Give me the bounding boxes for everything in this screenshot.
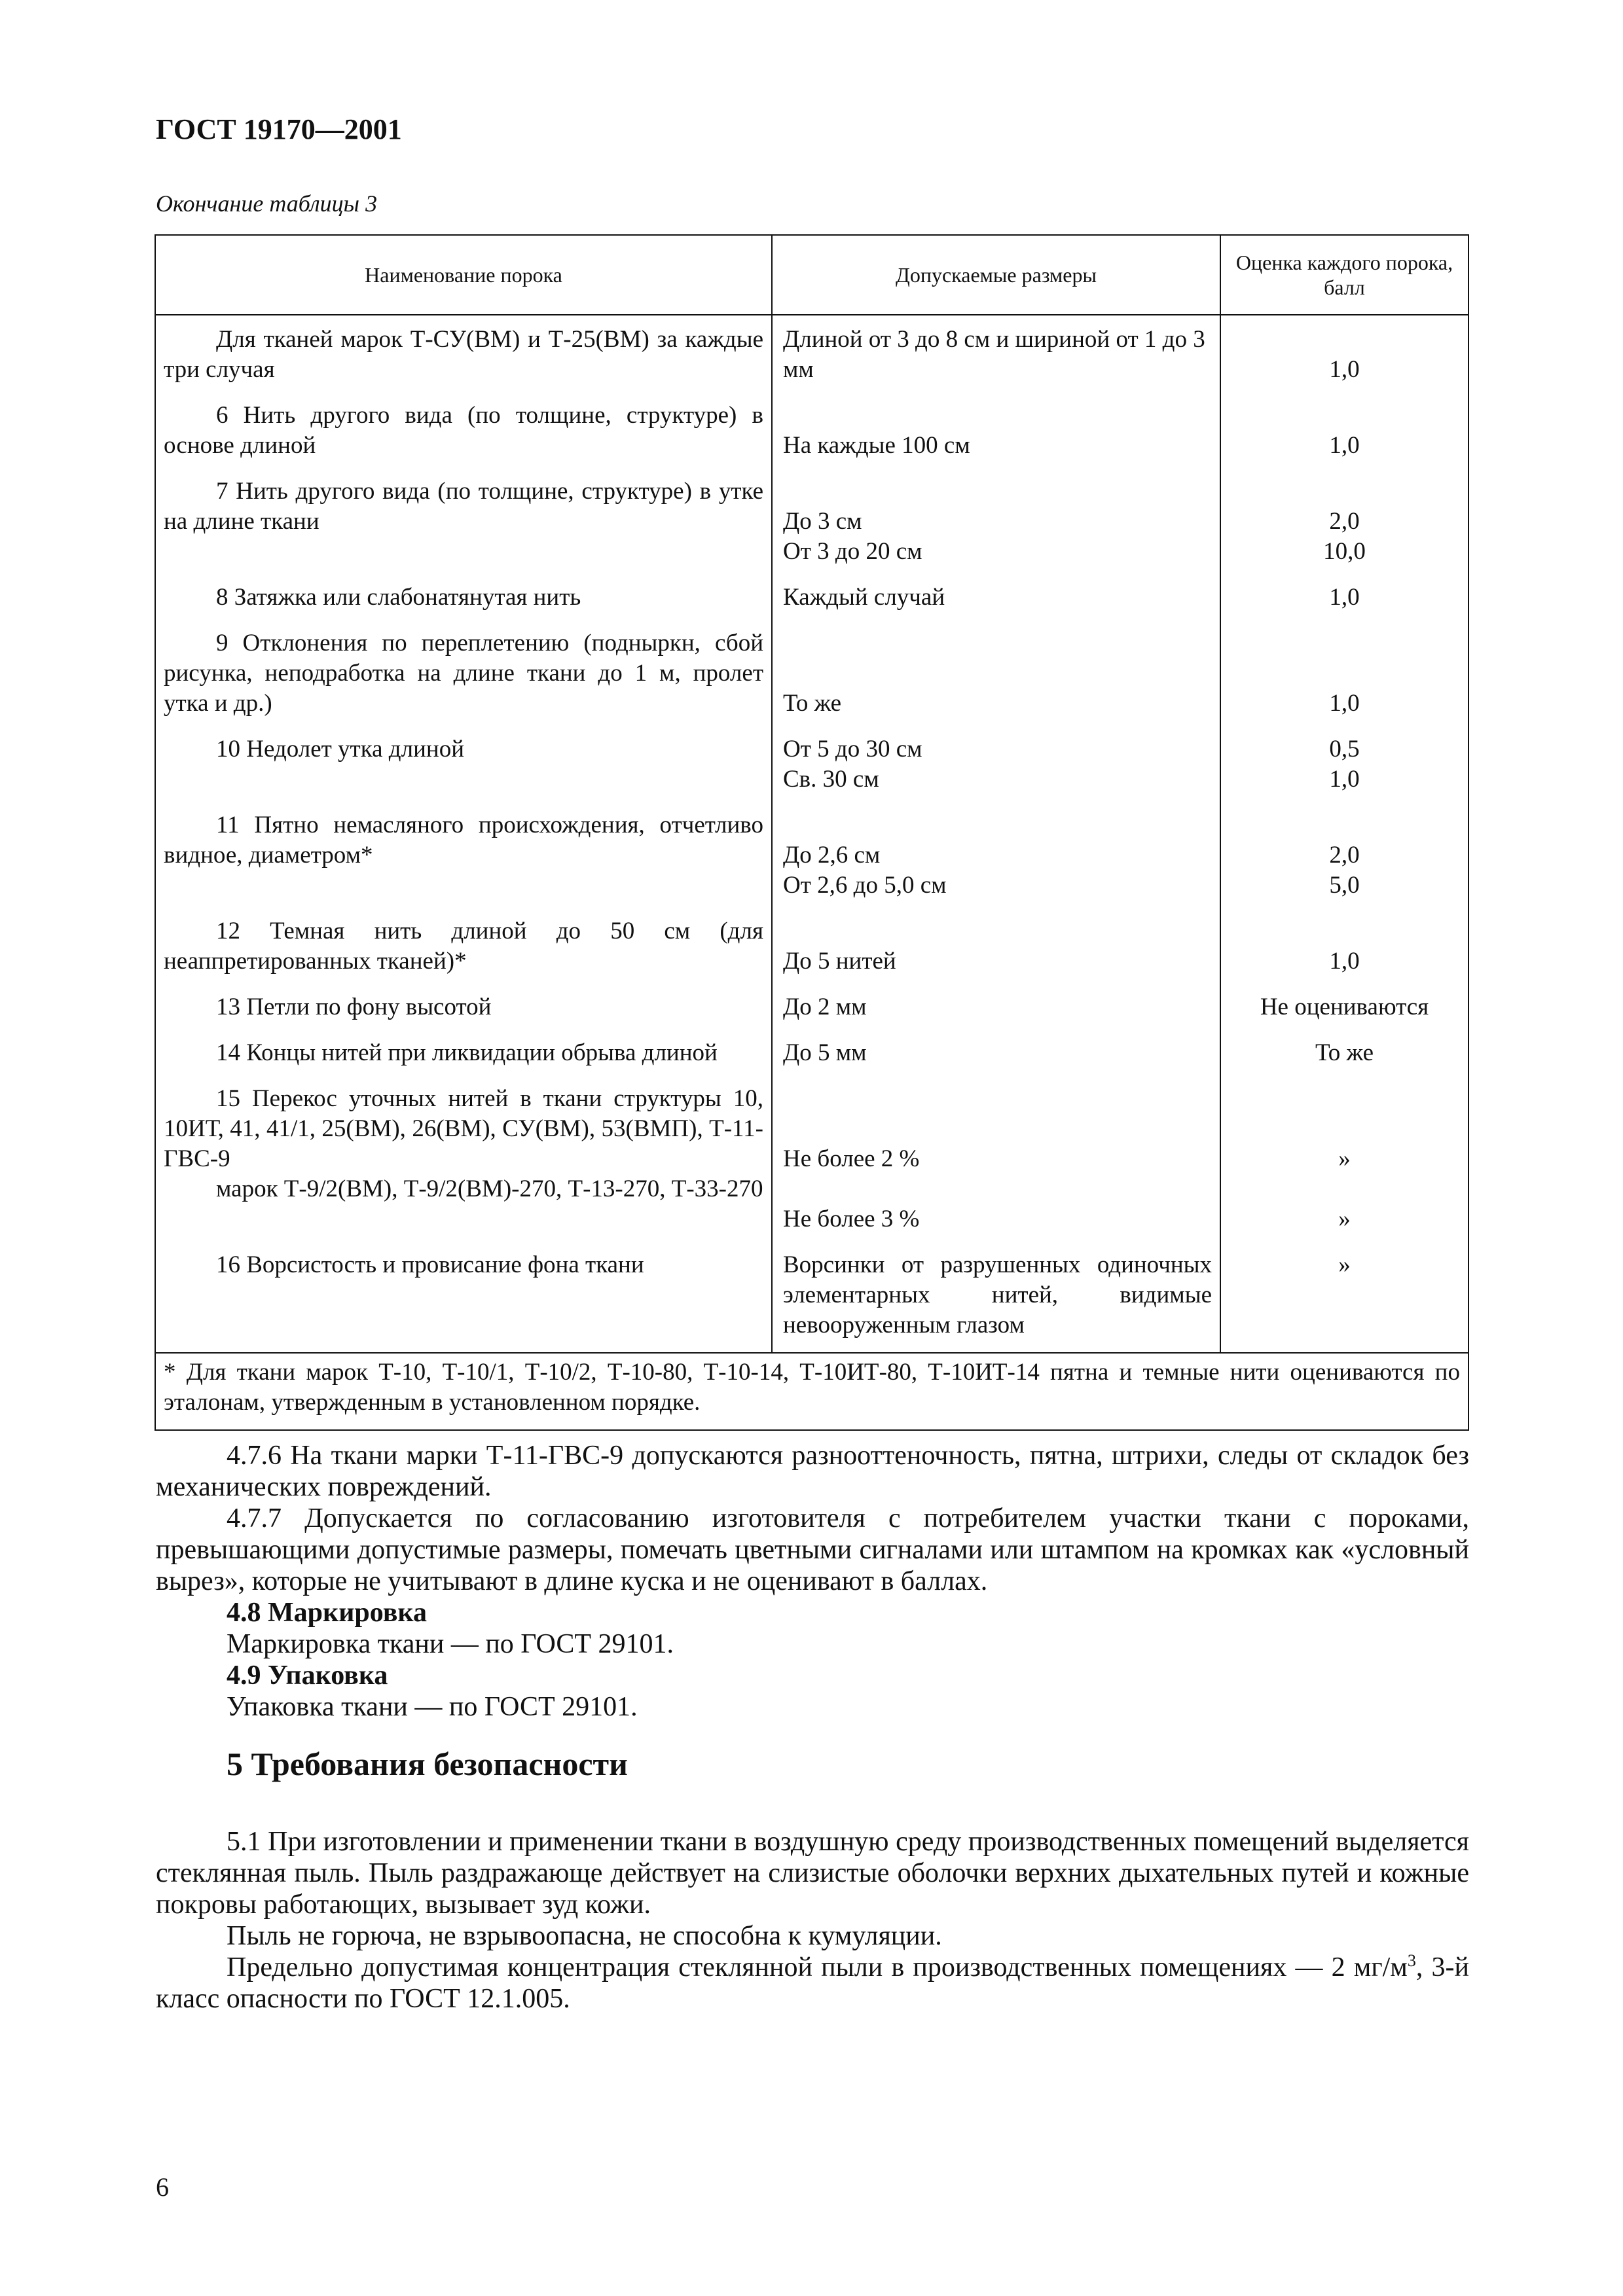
unit-exponent: 3	[1407, 1951, 1416, 1970]
paragraph-5-1-concentration	[156, 1952, 1469, 2015]
defect-name: 15 Перекос уточных нитей в ткани структуры 10, 10ИТ, 41, 41/1, 25(ВМ), 26(ВМ), СУ(ВМ), 53(ВМП), Т-11-ГВС-9	[164, 1085, 763, 1172]
allowed-size: Не более 3 %	[783, 1206, 920, 1232]
table-row	[155, 1246, 1468, 1353]
defect-name: 13 Петли по фону высотой	[155, 988, 772, 1034]
score-value: 2,0	[1329, 508, 1360, 535]
table-row	[155, 1034, 1468, 1080]
allowed-size-cell	[772, 624, 1220, 730]
table-row	[155, 397, 1468, 473]
paragraph-4-9: Упаковка ткани — по ГОСТ 29101.	[227, 1692, 638, 1722]
allowed-size: На каждые 100 см	[783, 432, 970, 459]
allowed-size: От 5 до 30 см	[783, 736, 922, 762]
defect-name: 9 Отклонения по переплетению (подныркн, сбой рисунка, неподработка на длине ткани до 1 м, пролет утка и др.)	[155, 624, 772, 730]
score-value: »	[1338, 1206, 1351, 1232]
section-5-body	[156, 1826, 1469, 2015]
score-value: 10,0	[1323, 538, 1366, 565]
paragraph-5-1-dust: Пыль не горюча, не взрывоопасна, не способна к кумуляции.	[227, 1921, 942, 1951]
table-row	[155, 473, 1468, 579]
table-row	[155, 1080, 1468, 1246]
defect-subname: марок Т-9/2(ВМ), Т-9/2(ВМ)-270, Т-13-270, Т-33-270	[216, 1175, 763, 1202]
defect-name: 14 Концы нитей при ликвидации обрыва длиной	[155, 1034, 772, 1080]
score-value: »	[1220, 1246, 1468, 1353]
allowed-size: До 2,6 см	[783, 842, 881, 869]
score-value: 0,5	[1329, 736, 1360, 762]
allowed-size-cell	[772, 730, 1220, 806]
defect-name: 11 Пятно немасляного происхождения, отчетливо видное, диаметром*	[155, 806, 772, 912]
table-row	[155, 988, 1468, 1034]
allowed-size: До 3 см	[783, 508, 862, 535]
column-header-name: Наименование порока	[155, 235, 772, 315]
table-header-row	[155, 235, 1468, 315]
table-caption: Окончание таблицы 3	[156, 190, 378, 217]
score-value: 1,0	[1329, 690, 1360, 717]
section-5-title: 5 Требования безопасности	[227, 1746, 628, 1782]
score-cell	[1220, 397, 1468, 473]
concentration-text: Предельно допустимая концентрация стеклянной пыли в производственных помещениях — 2 мг/м	[227, 1952, 1408, 1982]
column-header-sizes: Допускаемые размеры	[772, 235, 1220, 315]
allowed-size: До 2 мм	[772, 988, 1220, 1034]
score-value: То же	[1220, 1034, 1468, 1080]
table-row	[155, 806, 1468, 912]
defect-name: Для тканей марок Т-СУ(ВМ) и Т-25(ВМ) за каждые три случая	[155, 315, 772, 397]
defect-name: 12 Темная нить длиной до 50 см (для неаппретированных тканей)*	[155, 912, 772, 988]
allowed-size: Каждый случай	[772, 579, 1220, 624]
score-cell	[1220, 1080, 1468, 1246]
allowed-size: От 3 до 20 см	[783, 538, 922, 565]
heading-4-9: 4.9 Упаковка	[227, 1660, 388, 1691]
score-value: 1,0	[1329, 356, 1360, 383]
score-value: »	[1338, 1145, 1351, 1172]
score-cell	[1220, 473, 1468, 579]
allowed-size: То же	[783, 690, 842, 717]
score-value: 1,0	[1329, 948, 1360, 975]
document-header: ГОСТ 19170—2001	[156, 113, 402, 145]
score-value: 1,0	[1329, 432, 1360, 459]
allowed-size: Св. 30 см	[783, 766, 879, 793]
defect-name: 10 Недолет утка длиной	[155, 730, 772, 806]
score-value: 1,0	[1329, 766, 1360, 793]
score-value: 2,0	[1329, 842, 1360, 869]
score-value: 1,0	[1220, 579, 1468, 624]
table-row	[155, 624, 1468, 730]
paragraph-4-7-7: 4.7.7 Допускается по согласованию изготовителя с потребителем участки ткани с пороками, превышающими допустимые размеры, помечать цветными сигналами или штампом на кромках как «условный вырез», которые не учитывают в длине куска и не оценивают в баллах.	[156, 1503, 1469, 1596]
allowed-size-cell	[772, 912, 1220, 988]
allowed-size-cell	[772, 1080, 1220, 1246]
paragraph-5-1: 5.1 При изготовлении и применении ткани в воздушную среду производственных помещений выделяется стеклянная пыль. Пыль раздражающе действует на слизистые оболочки верхних дыхательных путей и кожные покровы работающих, вызывает зуд кожи.	[156, 1827, 1469, 1920]
defect-name: 7 Нить другого вида (по толщине, структуре) в утке на длине ткани	[155, 473, 772, 579]
allowed-size: Длиной от 3 до 8 см и шириной от 1 до 3 мм	[772, 315, 1220, 397]
allowed-size: До 5 мм	[772, 1034, 1220, 1080]
score-cell	[1220, 315, 1468, 397]
score-cell	[1220, 624, 1468, 730]
defect-name-cell	[155, 1080, 772, 1246]
sections-4-7-to-4-9	[156, 1440, 1469, 1723]
table-row	[155, 730, 1468, 806]
allowed-size-cell	[772, 473, 1220, 579]
score-cell	[1220, 806, 1468, 912]
score-value: 5,0	[1329, 872, 1360, 899]
table-row	[155, 579, 1468, 624]
defects-table	[155, 234, 1469, 1431]
score-cell	[1220, 912, 1468, 988]
allowed-size-cell	[772, 397, 1220, 473]
allowed-size-cell	[772, 806, 1220, 912]
allowed-size: До 5 нитей	[783, 948, 896, 975]
defect-name: 16 Ворсистость и провисание фона ткани	[155, 1246, 772, 1353]
defect-name: 6 Нить другого вида (по толщине, структуре) в основе длиной	[155, 397, 772, 473]
score-cell	[1220, 730, 1468, 806]
allowed-size: Ворсинки от разрушенных одиночных элементарных нитей, видимые невооруженным глазом	[772, 1246, 1220, 1353]
allowed-size: От 2,6 до 5,0 см	[783, 872, 947, 899]
page-number: 6	[156, 2172, 169, 2202]
allowed-size: Не более 2 %	[783, 1145, 920, 1172]
table-row	[155, 315, 1468, 397]
paragraph-4-7-6: 4.7.6 На ткани марки Т-11-ГВС-9 допускаются разнооттеночность, пятна, штрихи, следы от складок без механических повреждений.	[156, 1441, 1469, 1502]
paragraph-4-8: Маркировка ткани — по ГОСТ 29101.	[227, 1629, 674, 1659]
table-row	[155, 912, 1468, 988]
table-footnote: * Для ткани марок Т-10, Т-10/1, Т-10/2, Т-10-80, Т-10-14, Т-10ИТ-80, Т-10ИТ-14 пятна и темные нити оцениваются по эталонам, утвержденным в установленном порядке.	[155, 1353, 1468, 1430]
defect-name: 8 Затяжка или слабонатянутая нить	[155, 579, 772, 624]
column-header-score: Оценка каждого порока, балл	[1220, 235, 1468, 315]
heading-4-8: 4.8 Маркировка	[227, 1598, 427, 1628]
score-value: Не оцениваются	[1220, 988, 1468, 1034]
table-footnote-row	[155, 1353, 1468, 1430]
concentration-text-end: , 3-й класс опасности по ГОСТ 12.1.005.	[156, 1952, 1469, 2014]
